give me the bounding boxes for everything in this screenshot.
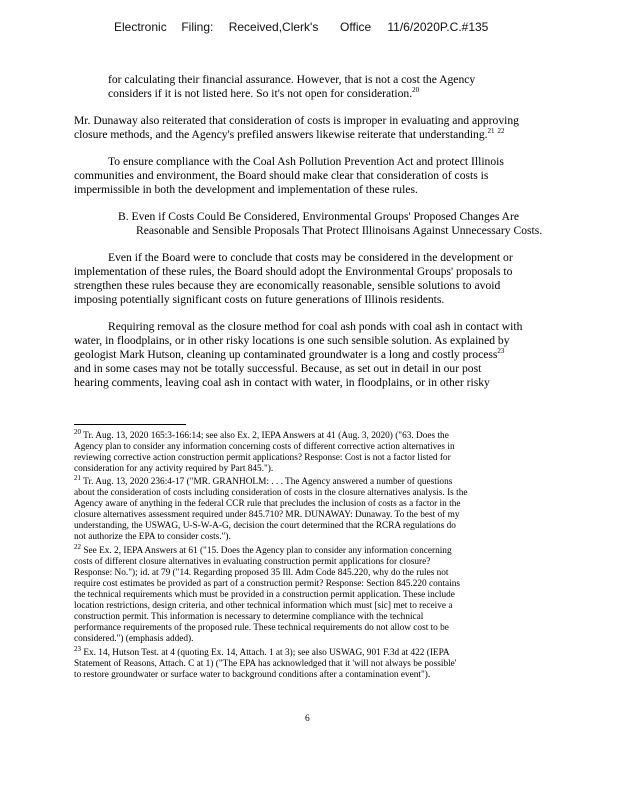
footnote-ref: 21 [487, 127, 495, 136]
paragraph-line [74, 128, 504, 142]
footnote-line: understanding, the USWAG, U-S-W-A-G, decision the court determined that the RCRA regulations do [74, 521, 456, 531]
paragraph-text: geologist Mark Hutson, cleaning up contaminated groundwater is a long and costly process [74, 348, 498, 361]
footnote-text: Tr. Aug. 13, 2020 165:3-166:14; see also Ex. 2, IEPA Answers at 41 (Aug. 3, 2020) ("63. Does the [83, 431, 449, 441]
footnote-line: Agency plan to consider any information concerning costs of different corrective action alternatives in [74, 442, 455, 452]
footnote-line: not authorize the EPA to consider costs."). [74, 532, 231, 542]
filing-header [114, 20, 488, 34]
footnote-line: require cost estimates be provided as part of a construction permit? Response: Section 845.220 contains [74, 579, 460, 589]
paragraph-text: closure methods, and the Agency's prefiled answers likewise reiterate that understanding. [74, 128, 488, 141]
footnote-line: about the consideration of costs including consideration of costs in the closure alternatives analysis. Is the [74, 488, 468, 498]
paragraph-line [74, 348, 504, 362]
footnote-ref: 22 [497, 127, 505, 136]
footnote-line: to restore groundwater or surface water to background conditions after a contamination event"). [74, 670, 431, 680]
quote-line: for calculating their financial assurance. However, that is not a cost the Agency [108, 73, 476, 86]
footnote-line: Response: No."); id. at 79 ("14. Regarding proposed 35 Ill. Adm Code 845.220, why do the rules not [74, 568, 449, 578]
paragraph-line: hearing comments, leaving coal ash in contact with water, in floodplains, or in other risky [74, 376, 490, 389]
paragraph-line: Mr. Dunaway also reiterated that consideration of costs is improper in evaluating and approving [74, 114, 519, 127]
footnote-separator [74, 424, 186, 425]
header-filing: Filing: [181, 20, 214, 34]
quote-line [108, 87, 419, 101]
paragraph-line: imposing potentially significant costs on future generations of Illinois residents. [74, 293, 445, 306]
footnote-line: closure alternatives assessment required under 845.710? MR. DUNAWAY: Dunaway. To the best of my [74, 510, 460, 520]
footnote-ref: 20 [412, 86, 420, 95]
paragraph-line: communities and environment, the Board should make clear that consideration of costs is [74, 169, 489, 182]
quote-text: considers if it is not listed here. So it's not open for consideration. [108, 87, 413, 100]
footnote-line: the technical requirements which must be provided in a construction permit application. These include [74, 590, 455, 600]
footnote-line [74, 473, 453, 488]
paragraph-line: implementation of these rules, the Board should adopt the Environmental Groups' proposals to [74, 265, 513, 278]
paragraph-line: impermissible in both the development and implementation of these rules. [74, 183, 418, 196]
footnote-text: Ex. 14, Hutson Test. at 4 (quoting Ex. 14, Attach. 1 at 3); see also USWAG, 901 F.3d at 422 (IEPA [83, 648, 450, 658]
footnote-line: performance requirements of the proposed rule. These technical requirements do not allow cost to be [74, 623, 449, 633]
footnote-line: reviewing corrective action construction permit applications? Response: Cost is not a factor listed for [74, 453, 451, 463]
footnote-text: Tr. Aug. 13, 2020 236:4-17 ("MR. GRANHOLM: . . . The Agency answered a number of questions [83, 477, 453, 487]
section-heading: B. Even if Costs Could Be Considered, Environmental Groups' Proposed Changes Are [118, 210, 520, 223]
paragraph-line: strengthen these rules because they are economically reasonable, sensible solutions to avoid [74, 279, 501, 292]
section-heading: Reasonable and Sensible Proposals That Protect Illinoisans Against Unnecessary Costs. [136, 224, 543, 237]
footnote-number: 23 [74, 644, 81, 653]
paragraph-line: and in some cases may not be totally successful. Because, as set out in detail in our post [74, 362, 482, 375]
footnote-line: Agency aware of anything in the federal CCR rule that precludes the inclusion of costs as a factor in the [74, 499, 461, 509]
footnote-line [74, 427, 449, 442]
footnote-line: location restrictions, design criteria, and other technical information which must [sic] met to receive a [74, 601, 453, 611]
footnote-number: 21 [74, 473, 81, 482]
footnote-line: considered.") (emphasis added). [74, 634, 194, 644]
footnote-ref: 23 [497, 347, 505, 356]
paragraph-line: water, in floodplains, or in other risky locations is one such sensible solution. As explained by [74, 334, 510, 347]
footnote-line: consideration for any activity required by Part 845."). [74, 464, 274, 474]
header-electronic: Electronic [114, 20, 167, 34]
header-office: Office [340, 20, 372, 34]
footnote-line: construction permit. This information is necessary to determine compliance with the technical [74, 612, 424, 622]
footnote-number: 20 [74, 427, 81, 436]
page-number: 6 [305, 714, 310, 724]
paragraph-line: Requiring removal as the closure method for coal ash ponds with coal ash in contact with [108, 320, 523, 333]
footnote-number: 22 [74, 542, 81, 551]
paragraph-line: Even if the Board were to conclude that costs may be considered in the development or [108, 251, 513, 264]
header-stamp: 11/6/2020P.C.#135 [387, 20, 489, 34]
footnote-text: See Ex. 2, IEPA Answers at 61 ("15. Does the Agency plan to consider any information concerning [83, 546, 452, 556]
footnote-line [74, 644, 450, 659]
footnote-line: Statement of Reasons, Attach. C at 1) ("The EPA has acknowledged that it 'will not always be possible' [74, 659, 457, 669]
footnote-line: costs of different closure alternatives in evaluating construction permit applications for closure? [74, 557, 431, 567]
paragraph-line: To ensure compliance with the Coal Ash Pollution Prevention Act and protect Illinois [108, 155, 504, 168]
footnote-line [74, 542, 452, 557]
header-received: Received,Clerk's [228, 20, 319, 34]
